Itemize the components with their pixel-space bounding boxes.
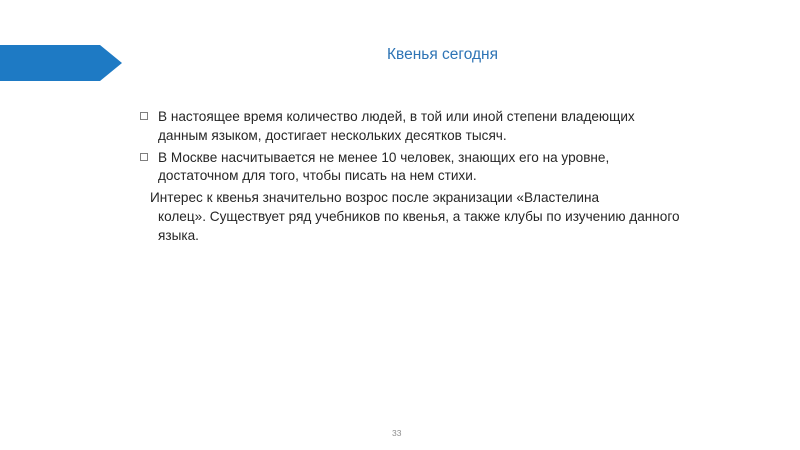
bullet-item bbox=[140, 108, 680, 146]
paragraph-first-line: Интерес к квенья значительно возрос после экранизации «Властелина bbox=[150, 190, 600, 206]
slide-title: Квенья сегодня bbox=[387, 46, 499, 63]
square-bullet-icon bbox=[140, 112, 148, 120]
bullet-text: В настоящее время количество людей, в той или иной степени владеющих данным языком, достигает нескольких десятков тысяч. bbox=[158, 109, 635, 143]
bullet-item bbox=[140, 149, 680, 187]
body-paragraph bbox=[140, 189, 680, 245]
accent-arrow-shape bbox=[0, 45, 122, 81]
bullet-text: В Москве насчитывается не менее 10 человек, знающих его на уровне, достаточном для того, чтобы писать на нем стихи. bbox=[158, 149, 610, 184]
paragraph-rest: колец». Существует ряд учебников по квенья, а также клубы по изучению данного языка. bbox=[158, 208, 680, 243]
page-number: 33 bbox=[392, 428, 402, 438]
square-bullet-icon bbox=[140, 153, 148, 161]
slide-content bbox=[140, 108, 680, 246]
arrow-pentagon-icon bbox=[0, 45, 122, 81]
